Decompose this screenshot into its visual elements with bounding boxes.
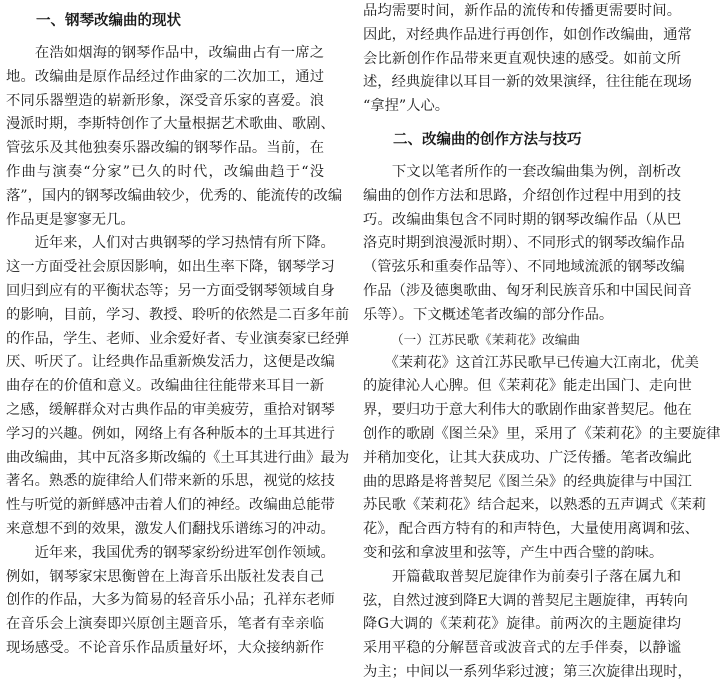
text-line: 的影响，目前，学习、教授、聆听的依然是二百多年前 (6, 306, 350, 323)
text-line: 性与听觉的新鲜感冲击着人们的神经。改编曲总能带 (6, 497, 335, 514)
text-line: 学习的兴趣。例如，网络上有各种版本的土耳其进行 (6, 425, 335, 442)
text-line: 降G大调的《茉莉花》旋律。前两次的主题旋律均 (363, 616, 681, 633)
text-line: 开篇截取普契尼旋律作为前奏引子落在属九和 (363, 568, 681, 585)
text-line: （管弦乐和重奏作品等）、不同地域流派的钢琴改编 (363, 259, 685, 276)
text-line: 这一方面受社会原因影响，如出生率下降，钢琴学习 (6, 259, 335, 276)
text-line: 编曲的创作方法和思路，介绍创作过程中用到的技 (363, 187, 681, 204)
text-line: 因此，对经典作品进行再创作，如创作改编曲，通常 (363, 26, 692, 43)
text-line: 花》，配合西方特有的和声特色，大量使用离调和弦、 (363, 521, 699, 538)
text-line: 的作品，学生、老师、业余爱好者、专业演奏家已经弹 (6, 330, 350, 347)
subsection-heading: （一）江苏民歌《茉莉花》改编曲 (391, 331, 580, 347)
text-line: 来意想不到的效果，激发人们翻找乐谱练习的冲动。 (6, 520, 335, 537)
section-heading: 二、改编曲的创作方法与技巧 (393, 131, 582, 148)
text-line: 著名。熟悉的旋律给人们带来新的乐思，视觉的炫技 (6, 473, 335, 490)
text-line: 界，要归功于意大利伟大的歌剧作曲家普契尼。他在 (363, 402, 692, 419)
text-line: 《茉莉花》这首江苏民歌早已传遍大江南北，优美 (363, 354, 699, 371)
text-line: 苏民歌《茉莉花》结合起来，以熟悉的五声调式《茉莉 (363, 497, 707, 514)
text-line: 会比新创作作品带来更直观快速的感受。如前文所 (363, 50, 681, 67)
text-line: 下文以笔者所作的一套改编曲集为例，剖析改 (363, 163, 681, 180)
text-line: 的旋律沁人心脾。但《茉莉花》能走出国门、走向世 (363, 378, 692, 395)
text-line: 乐等）。下文概述笔者改编的部分作品。 (363, 306, 614, 323)
text-line: 厌、听厌了。让经典作品重新焕发活力，这便是改编 (6, 354, 335, 371)
text-line: 弦，自然过渡到降E大调的普契尼主题旋律，再转向 (363, 592, 688, 609)
text-line: 巧。改编曲集包含不同时期的钢琴改编作品（从巴 (363, 211, 681, 228)
text-line: 不同乐器塑造的崭新形象，深受音乐家的喜爱。浪 (6, 92, 324, 109)
text-line: 近年来，人们对古典钢琴的学习热情有所下降。 (6, 235, 335, 252)
text-line: 作品更是寥寥无几。 (6, 211, 135, 228)
text-line: 管弦乐及其他独奏乐器改编的钢琴作品。当前，在 (6, 140, 324, 157)
text-line: 并稍加变化，让其大获成功、广泛传播。笔者改编此 (363, 449, 692, 466)
text-line: 创作的作品，大多为简易的轻音乐小品；孔祥东老师 (6, 592, 335, 609)
text-line: 例如，钢琴家宋思衡曾在上海音乐出版社发表自己 (6, 568, 324, 585)
text-line: 落”，国内的钢琴改编曲较少，优秀的、能流传的改编 (6, 187, 343, 204)
text-line: 采用平稳的分解琶音或波音式的左手伴奏，以静谧 (363, 640, 681, 657)
text-line: 为主；中间以一系列华彩过渡；第三次旋律出现时， (363, 663, 692, 680)
text-line: 创作的歌剧《图兰朵》里，采用了《茉莉花》的主要旋律 (363, 425, 720, 442)
section-heading: 一、钢琴改编曲的现状 (36, 13, 181, 29)
text-line: 之感，缓解群众对古典作品的审美疲劳，重拾对钢琴 (6, 401, 335, 418)
text-line: 变和弦和拿波里和弦等，产生中西合璧的韵味。 (363, 544, 664, 561)
text-line: 作品（涉及德奥歌曲、匈牙利民族音乐和中国民间音 (363, 282, 692, 299)
text-line: 现场感受。不论音乐作品质量好坏，大众接纳新作 (6, 639, 324, 656)
text-line: 述，经典旋律以耳目一新的效果演绎，往往能在现场 (363, 74, 692, 91)
text-line: 回归到应有的平衡状态等；另一方面受钢琴领域自身 (6, 282, 335, 299)
text-line: 洛克时期到浪漫派时期）、不同形式的钢琴改编作品 (363, 235, 685, 252)
text-line: “拿捏”人心。 (363, 98, 450, 115)
text-line: 曲存在的价值和意义。改编曲往往能带来耳目一新 (6, 378, 324, 395)
right-column (363, 0, 720, 685)
left-column (6, 0, 350, 661)
text-line: 在音乐会上演奏即兴原创主题音乐，笔者有幸亲临 (6, 616, 324, 633)
text-line: 品均需要时间，新作品的流传和传播更需要时间。 (363, 3, 681, 19)
text-line: 曲的思路是将普契尼《图兰朵》的经典旋律与中国江 (363, 473, 692, 490)
text-line: 曲改编曲，其中瓦洛多斯改编的《土耳其进行曲》最为 (6, 449, 350, 466)
text-line: 作曲与演奏“分家”已久的时代，改编曲趋于“没 (6, 163, 324, 180)
text-line: 地。改编曲是原作品经过作曲家的二次加工，通过 (6, 68, 324, 85)
text-line: 在浩如烟海的钢琴作品中，改编曲占有一席之 (6, 45, 324, 61)
text-line: 近年来，我国优秀的钢琴家纷纷进军创作领域。 (6, 544, 335, 561)
text-line: 漫派时期，李斯特创作了大量根据艺术歌曲、歌剧、 (6, 116, 335, 133)
